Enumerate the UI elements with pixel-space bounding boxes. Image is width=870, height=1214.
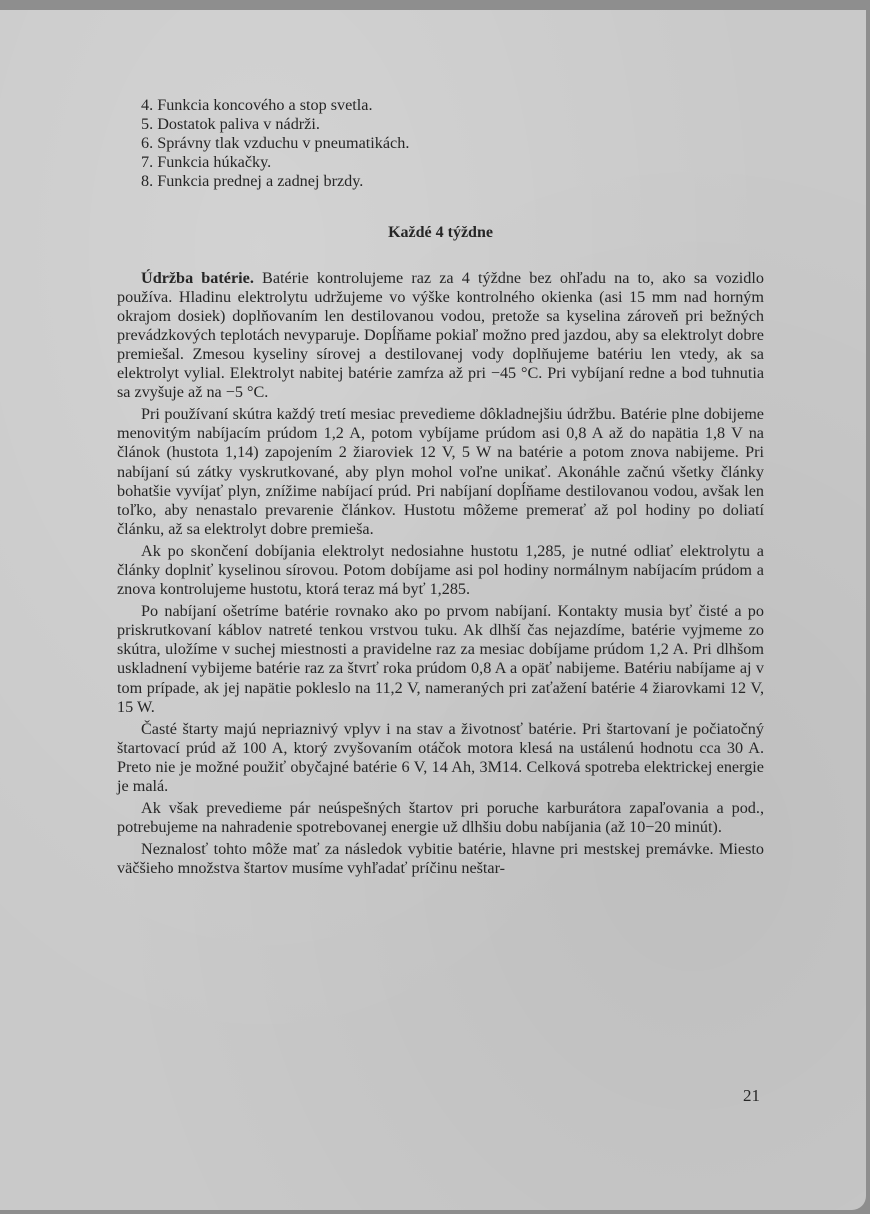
checklist-item: 4. Funkcia koncového a stop svetla.	[141, 96, 373, 114]
paragraph: Ak však prevedieme pár neúspešných štartov pri poruche karburátora zapaľovania a pod., potrebujeme na nahradenie spotrebovanej energie už dlhšiu dobu nabíjania (až 10−20 minút).	[117, 799, 764, 837]
paragraph: Ak po skončení dobíjania elektrolyt nedosiahne hustotu 1,285, je nutné odliať elektrolytu a články doplniť kyselinou sírovou. Potom dobíjame asi pol hodiny normálnym nabíjacím prúdom a znova kontrolujeme hustotu, ktorá teraz má byť 1,285.	[117, 541, 764, 599]
paragraph: Neznalosť tohto môže mať za následok vybitie batérie, hlavne pri mestskej premávke. Miesto väčšieho množstva štartov musíme vyhľadať príčinu neštar-	[117, 840, 764, 878]
page-number: 21	[743, 1086, 760, 1105]
paragraph-battery-maintenance	[117, 269, 764, 403]
checklist-item: 5. Dostatok paliva v nádrži.	[141, 115, 320, 134]
paragraph: Časté štarty majú nepriaznivý vplyv i na stav a životnosť batérie. Pri štartovaní je počiatočný štartovací prúd až 100 A, ktorý zvyšovaním otáčok motora klesá na ustálenú hodnotu cca 30 A. Preto nie je možné použiť obyčajné batérie 6 V, 14 Ah, 3M14. Celková spotreba elektrickej energie je malá.	[117, 719, 764, 795]
checklist-item: 6. Správny tlak vzduchu v pneumatikách.	[141, 134, 410, 153]
checklist-item: 8. Funkcia prednej a zadnej brzdy.	[141, 172, 364, 191]
section-heading: Každé 4 týždne	[388, 224, 493, 242]
checklist-item: 7. Funkcia húkačky.	[141, 153, 272, 172]
checklist	[117, 96, 764, 191]
paragraph: Pri používaní skútra každý tretí mesiac prevedieme dôkladnejšiu údržbu. Batérie plne dobijeme menovitým nabíjacím prúdom 1,2 A, potom vybíjame prúdom asi 0,8 A až do napätia 1,8 V na článok (hustota 1,14) zapojením 2 žiaroviek 12 V, 5 W na batérie a potom znova nabijeme. Pri nabíjaní sú zátky vyskrutkované, aby plyn mohol voľne unikať. Akonáhle začnú všetky články bohatšie vyvíjať plyn, znížime nabíjací prúd. Pri nabíjaní dopĺňame destilovanou vodou, avšak len toľko, aby nenastalo prevarenie článkov. Hustotu môžeme premerať až pol hodiny po doliatí článku, až sa elektrolyt dobre premieša.	[117, 405, 764, 538]
paragraph: Po nabíjaní ošetríme batérie rovnako ako po prvom nabíjaní. Kontakty musia byť čisté a po priskrutkovaní káblov natreté tenkou vrstvou tuku. Ak dlhší čas nejazdíme, batérie vyjmeme zo skútra, uložíme v suchej miestnosti a pravidelne raz za mesiac dobíjame prúdom 1,2 A. Pri dlhšom uskladnení vybijeme batérie raz za štvrť roka prúdom 0,8 A a opäť nabijeme. Batériu nabíjame aj v tom prípade, ak jej napätie pokleslo na 11,2 V, nameraných pri zaťažení batérie 4 žiarovkami 12 V, 15 W.	[117, 602, 764, 716]
paragraph-text: Batérie kontrolujeme raz za 4 týždne bez ohľadu na to, ako sa vozidlo používa. Hladinu elektrolytu udržujeme vo výške kontrolného okienka (asi 15 mm nad horným okrajom dosiek) doplňovaním len destilovanou vodou, pretože sa kyselina zároveň pri bežných prevádzkových teplotách nevyparuje. Dopĺňame pokiaľ možno pred jazdou, aby sa elektrolyt dobre premiešal. Zmesou kyseliny sírovej a destilovanej vody doplňujeme batériu len vtedy, ak sa elektrolyt vylial. Elektrolyt nabitej batérie zamŕza až pri −45 °C. Pri vybíjaní redne a bod tuhnutia sa zvyšuje až na −5 °C.	[117, 268, 764, 402]
page-content	[117, 96, 764, 878]
paragraph-lead: Údržba batérie.	[141, 268, 254, 287]
